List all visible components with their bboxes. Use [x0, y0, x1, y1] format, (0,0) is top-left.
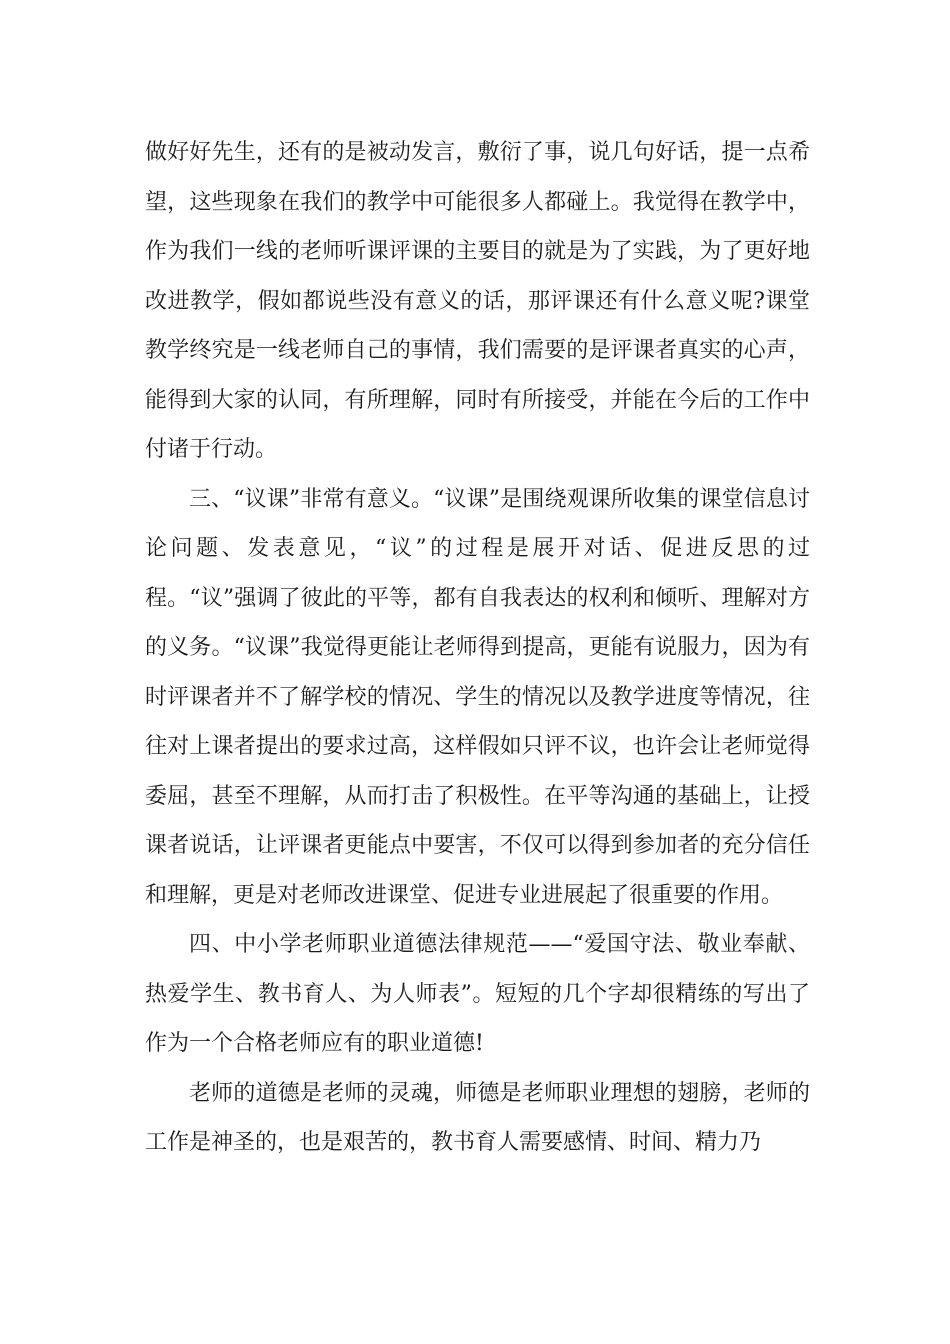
paragraph-3: 四、中小学老师职业道德法律规范——“爱国守法、敬业奉献、热爱学生、教书育人、为人师表”。短短的几个字却很精练的写出了作为一个合格老师应有的职业道德! — [145, 932, 810, 1056]
document-body — [145, 128, 810, 1168]
paragraph-2: 三、“议课”非常有意义。“议课”是围绕观课所收集的课堂信息讨论问题、发表意见，“议”的过程是展开对话、促进反思的过程。“议”强调了彼此的平等，都有自我表达的权利和倾听、理解对方的义务。“议课”我觉得更能让老师得到提高，更能有说服力，因为有时评课者并不了解学校的情况、学生的情况以及教学进度等情况，往往对上课者提出的要求过高，这样假如只评不议，也许会让老师觉得委屈，甚至不理解，从而打击了积极性。在平等沟通的基础上，让授课者说话，让评课者更能点中要害，不仅可以得到参加者的充分信任和理解，更是对老师改进课堂、促进专业进展起了很重要的作用。 — [145, 486, 810, 908]
paragraph-1: 做好好先生，还有的是被动发言，敷衍了事，说几句好话，提一点希望，这些现象在我们的教学中可能很多人都碰上。我觉得在教学中，作为我们一线的老师听课评课的主要目的就是为了实践，为了更好地改进教学，假如都说些没有意义的话，那评课还有什么意义呢?课堂教学终究是一线老师自己的事情，我们需要的是评课者真实的心声，能得到大家的认同，有所理解，同时有所接受，并能在今后的工作中付诸于行动。 — [145, 140, 810, 462]
paragraph-4: 老师的道德是老师的灵魂，师德是老师职业理想的翅膀，老师的工作是神圣的，也是艰苦的，教书育人需要感情、时间、精力乃 — [145, 1080, 810, 1155]
